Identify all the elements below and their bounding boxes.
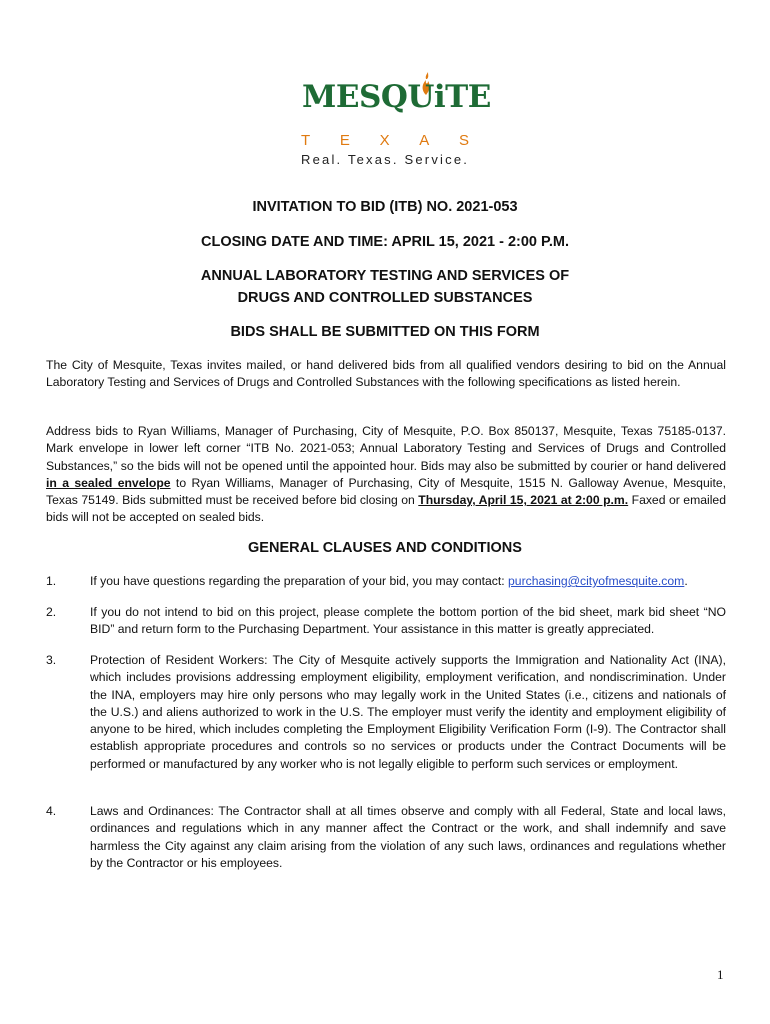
page-number: 1 <box>717 967 724 982</box>
submission-heading: BIDS SHALL BE SUBMITTED ON THIS FORM <box>230 324 540 340</box>
bid-deadline-text: Thursday, April 15, 2021 at 2:00 p.m. <box>418 493 629 508</box>
purchasing-email-link[interactable]: purchasing@cityofmesquite.com <box>508 574 685 588</box>
address-text: to Ryan Williams, Manager of Purchasing, City of Mesquite, 1515 N. Galloway Avenue, Mesquite, Texas 75149. Bids submitted must be received before bid closing on <box>46 475 726 508</box>
logo-state-letter: A <box>419 132 430 149</box>
address-text: Faxed or emailed bids will not be accepted on sealed bids. <box>46 493 726 525</box>
address-text: Address bids to Ryan Williams, Manager of Purchasing, City of Mesquite, P.O. Box 850137, Mesquite, Texas 75185-0137. Mark envelope in lower left corner “ITB No. 2021-053; Annual Laboratory Testing and Services of Drugs and Controlled Substances,” so the bids will not be opened until the appointed hour. Bids may also be submitted by courier or hand delivered <box>46 424 726 473</box>
clause-text: Protection of Resident Workers: The City of Mesquite actively supports the Immigration and Nationality Act (INA), which includes provisions addressing employment eligibility, employment verification, and nondiscrimination. Under the INA, employers may hire only persons who may legally work in the United States (i.e., citizens and nationals of the U.S.) and aliens authorized to work in the U.S. The employer must verify the identity and employment eligibility of anyone to be hired, which includes completing the Employment Eligibility Verification Form (I-9). The Contractor shall establish appropriate procedures and controls so no services or products under the Contract Documents will be performed or manufactured by any worker who is not legally eligible to perform such services or employment. <box>90 653 726 771</box>
clause-text: If you do not intend to bid on this project, please complete the bottom portion of the bid sheet, mark bid sheet “NO BID” and return form to the Purchasing Department. Your assistance in this matter is greatly appreciated. <box>90 605 726 637</box>
closing-date-heading: CLOSING DATE AND TIME: APRIL 15, 2021 - 2:00 P.M. <box>201 234 569 250</box>
logo-state-letter: T <box>301 132 311 149</box>
clause-number: 3. <box>46 653 57 667</box>
bid-title-line-2: DRUGS AND CONTROLLED SUBSTANCES <box>237 290 533 306</box>
general-clauses-heading: GENERAL CLAUSES AND CONDITIONS <box>248 540 522 556</box>
logo-state <box>301 132 469 149</box>
logo-state-letter: E <box>339 132 350 149</box>
logo-state-letter: S <box>458 132 469 149</box>
sealed-envelope-text: in a sealed envelope <box>46 475 171 490</box>
bid-title-line-1: ANNUAL LABORATORY TESTING AND SERVICES OF <box>200 268 570 284</box>
logo-wordmark: MESQUiTE <box>302 79 491 115</box>
clause-number: 2. <box>46 605 57 619</box>
logo-state-letter: X <box>379 132 390 149</box>
clause-number: 1. <box>46 574 57 588</box>
address-paragraph <box>46 423 726 527</box>
itb-number-heading: INVITATION TO BID (ITB) NO. 2021-053 <box>252 199 518 215</box>
clause-text <box>90 573 726 590</box>
clause-text: Laws and Ordinances: The Contractor shall at all times observe and comply with all Federal, State and local laws, ordinances and regulations which in any manner affect the Contract or the work, and shall indemnify and save harmless the City against any claim arising from the violation of any such laws, ordinances and regulations whether by the Contractor or his employees. <box>90 804 726 870</box>
logo-tagline: Real. Texas. Service. <box>301 152 470 167</box>
clause-number: 4. <box>46 804 57 818</box>
mesquite-logo <box>300 72 491 172</box>
clause-text-end: . <box>684 574 688 588</box>
clause-text-body: If you have questions regarding the preparation of your bid, you may contact: <box>90 574 509 588</box>
intro-paragraph: The City of Mesquite, Texas invites mailed, or hand delivered bids from all qualified vendors desiring to bid on the Annual Laboratory Testing and Services of Drugs and Controlled Substances with the following specifications as listed herein. <box>46 358 726 390</box>
